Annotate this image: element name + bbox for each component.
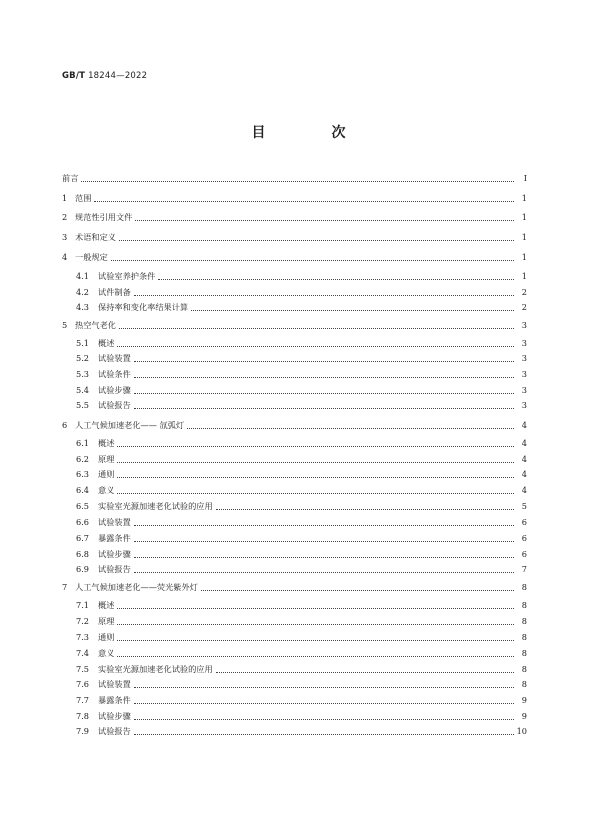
toc-entry-page: 2 xyxy=(521,302,527,312)
toc-leader-dots xyxy=(117,446,514,447)
toc-entry-page: 9 xyxy=(521,695,527,705)
toc-entry-number: 7.8 xyxy=(76,711,90,721)
toc-leader-dots xyxy=(187,428,514,429)
toc-leader-dots xyxy=(134,408,514,409)
toc-entry[interactable] xyxy=(76,724,527,737)
toc-entry[interactable] xyxy=(76,646,527,659)
toc-entry-number: 7.4 xyxy=(76,648,90,658)
toc-entry-label: 前言 xyxy=(62,173,79,183)
toc-leader-dots xyxy=(134,557,514,558)
toc-entry-label: 热空气老化 xyxy=(75,320,116,330)
toc-entry[interactable] xyxy=(76,531,527,544)
toc-entry-number: 5.4 xyxy=(76,385,90,395)
toc-leader-dots xyxy=(117,477,514,478)
toc-entry[interactable] xyxy=(76,693,527,706)
toc-entry[interactable] xyxy=(62,230,527,243)
toc-entry-page: 1 xyxy=(521,212,527,222)
toc-leader-dots xyxy=(191,310,514,311)
toc-entry-label: 概述 xyxy=(98,600,115,610)
toc-entry[interactable] xyxy=(76,547,527,560)
toc-entry-number: 5.3 xyxy=(76,369,90,379)
toc-entry[interactable] xyxy=(62,250,527,263)
toc-leader-dots xyxy=(134,687,514,688)
toc-entry-label: 概述 xyxy=(98,438,115,448)
toc-entry-label: 原理 xyxy=(98,454,115,464)
toc-entry-label: 一般规定 xyxy=(75,252,108,262)
toc-entry[interactable] xyxy=(62,580,527,593)
toc-entry-number: 7.2 xyxy=(76,616,90,626)
toc-entry-number: 6.8 xyxy=(76,549,90,559)
toc-entry-label: 人工气候加速老化—— 氙弧灯 xyxy=(75,420,185,430)
toc-entry-label: 试验报告 xyxy=(98,400,131,410)
toc-entry-label: 术语和定义 xyxy=(75,232,116,242)
toc-entry[interactable] xyxy=(62,418,527,431)
toc-entry-number: 6.9 xyxy=(76,564,90,574)
toc-leader-dots xyxy=(134,734,514,735)
toc-entry[interactable] xyxy=(76,467,527,480)
toc-entry-label: 通则 xyxy=(98,632,115,642)
toc-entry-number: 6.7 xyxy=(76,533,90,543)
toc-entry-label: 意义 xyxy=(98,648,115,658)
toc-entry-label: 试验报告 xyxy=(98,726,131,736)
toc-entry-label: 原理 xyxy=(98,616,115,626)
toc-entry-number: 4.1 xyxy=(76,271,90,281)
toc-entry-page: 7 xyxy=(521,564,527,574)
toc-leader-dots xyxy=(119,240,514,241)
toc-entry-number: 7.9 xyxy=(76,726,90,736)
toc-entry-page: 2 xyxy=(521,287,527,297)
toc-leader-dots xyxy=(134,295,514,296)
toc-entry-label: 概述 xyxy=(98,338,115,348)
toc-entry-number: 6 xyxy=(62,420,68,430)
standard-number-value: 18244—2022 xyxy=(88,71,148,81)
toc-entry-page: 4 xyxy=(521,469,527,479)
toc-leader-dots xyxy=(117,624,514,625)
toc-entry-number: 4.3 xyxy=(76,302,90,312)
toc-entry[interactable] xyxy=(76,436,527,449)
toc-leader-dots xyxy=(135,220,514,221)
toc-entry-label: 范围 xyxy=(75,193,92,203)
toc-entry-number: 6.4 xyxy=(76,485,90,495)
toc-entry-label: 保持率和变化率结果计算 xyxy=(98,302,189,312)
toc-entry-page: 1 xyxy=(521,232,527,242)
toc-entry[interactable] xyxy=(76,598,527,611)
toc-entry-page: 4 xyxy=(521,420,527,430)
toc-leader-dots xyxy=(81,181,514,182)
toc-leader-dots xyxy=(117,493,514,494)
toc-entry-label: 实验室光源加速老化试验的应用 xyxy=(98,664,213,674)
toc-entry-page: 4 xyxy=(521,454,527,464)
page-title: 目 次 xyxy=(251,125,372,141)
toc-entry[interactable] xyxy=(76,562,527,575)
toc-entry-label: 试验条件 xyxy=(98,369,131,379)
toc-entry-page: 5 xyxy=(521,501,527,511)
toc-entry-label: 试验步骤 xyxy=(98,549,131,559)
toc-leader-dots xyxy=(117,608,514,609)
toc-entry-number: 7.5 xyxy=(76,664,90,674)
toc-entry-label: 试验步骤 xyxy=(98,385,131,395)
toc-leader-dots xyxy=(134,703,514,704)
toc-leader-dots xyxy=(158,279,514,280)
toc-entry-number: 7.3 xyxy=(76,632,90,642)
toc-entry-page: 9 xyxy=(521,711,527,721)
toc-entry-label: 试件制备 xyxy=(98,287,131,297)
toc-entry-page: 8 xyxy=(521,679,527,689)
toc-entry-number: 5.2 xyxy=(76,353,90,363)
toc-entry[interactable] xyxy=(76,677,527,690)
toc-entry-number: 6.1 xyxy=(76,438,90,448)
toc-entry-page: 4 xyxy=(521,438,527,448)
toc-entry-page: 10 xyxy=(516,726,527,736)
toc-entry-number: 7.7 xyxy=(76,695,90,705)
toc-leader-dots xyxy=(119,328,514,329)
toc-entry[interactable] xyxy=(76,285,527,298)
toc-entry-page: 8 xyxy=(521,582,527,592)
toc-entry[interactable] xyxy=(76,383,527,396)
standard-code: GB/T xyxy=(62,71,86,81)
toc-entry[interactable] xyxy=(76,367,527,380)
toc-entry[interactable] xyxy=(62,318,527,331)
toc-leader-dots xyxy=(134,393,514,394)
toc-entry-page: 3 xyxy=(521,369,527,379)
toc-entry-page: 3 xyxy=(521,385,527,395)
toc-entry-label: 暴露条件 xyxy=(98,533,131,543)
toc-entry-page: 3 xyxy=(521,353,527,363)
toc-entry-label: 规范性引用文件 xyxy=(75,212,133,222)
toc-leader-dots xyxy=(117,656,514,657)
toc-leader-dots xyxy=(216,672,514,673)
toc-entry-number: 7.6 xyxy=(76,679,90,689)
toc-entry[interactable] xyxy=(76,398,527,411)
toc-leader-dots xyxy=(111,260,514,261)
toc-entry-page: Ⅰ xyxy=(523,173,527,183)
toc-entry[interactable] xyxy=(76,709,527,722)
toc-entry-page: 1 xyxy=(521,252,527,262)
toc-entry-label: 试验步骤 xyxy=(98,711,131,721)
toc-entry[interactable] xyxy=(76,499,527,512)
toc-entry-number: 7.1 xyxy=(76,600,90,610)
toc-entry-number: 3 xyxy=(62,232,68,242)
toc-entry-label: 人工气候加速老化——荧光紫外灯 xyxy=(75,582,198,592)
toc-entry-number: 2 xyxy=(62,212,68,222)
toc-leader-dots xyxy=(134,541,514,542)
toc-leader-dots xyxy=(134,377,514,378)
toc-entry-page: 8 xyxy=(521,632,527,642)
toc-entry[interactable] xyxy=(62,210,527,223)
toc-entry[interactable] xyxy=(62,171,527,184)
toc-entry[interactable] xyxy=(76,662,527,675)
toc-leader-dots xyxy=(94,201,514,202)
toc-leader-dots xyxy=(201,590,514,591)
toc-entry[interactable] xyxy=(76,351,527,364)
toc-entry-label: 试验室养护条件 xyxy=(98,271,156,281)
toc-entry[interactable] xyxy=(76,515,527,528)
toc-entry[interactable] xyxy=(76,336,527,349)
toc-entry-number: 1 xyxy=(62,193,68,203)
toc-leader-dots xyxy=(216,509,514,510)
toc-entry-page: 6 xyxy=(521,533,527,543)
toc-entry-label: 暴露条件 xyxy=(98,695,131,705)
toc-entry-page: 8 xyxy=(521,664,527,674)
toc-entry[interactable] xyxy=(76,483,527,496)
toc-entry[interactable] xyxy=(76,300,527,313)
toc-entry-label: 试验装置 xyxy=(98,353,131,363)
toc-entry-number: 7 xyxy=(62,582,68,592)
toc-entry-page: 4 xyxy=(521,485,527,495)
toc-entry-label: 意义 xyxy=(98,485,115,495)
toc-leader-dots xyxy=(117,640,514,641)
toc-entry-label: 试验报告 xyxy=(98,564,131,574)
toc-leader-dots xyxy=(117,462,514,463)
toc-leader-dots xyxy=(134,361,514,362)
toc-entry-label: 试验装置 xyxy=(98,679,131,689)
toc-entry-page: 3 xyxy=(521,400,527,410)
toc-entry[interactable] xyxy=(76,269,527,282)
toc-leader-dots xyxy=(134,572,514,573)
toc-entry-number: 6.2 xyxy=(76,454,90,464)
toc-entry-label: 通则 xyxy=(98,469,115,479)
toc-entry[interactable] xyxy=(62,191,527,204)
toc-entry-page: 3 xyxy=(521,338,527,348)
toc-entry-page: 6 xyxy=(521,517,527,527)
toc-entry-page: 6 xyxy=(521,549,527,559)
toc-entry-page: 1 xyxy=(521,271,527,281)
toc-entry-label: 实验室光源加速老化试验的应用 xyxy=(98,501,213,511)
standard-number xyxy=(62,71,147,81)
toc-entry-number: 4 xyxy=(62,252,68,262)
toc-entry-number: 5.5 xyxy=(76,400,90,410)
toc-entry-number: 4.2 xyxy=(76,287,90,297)
toc-entry-page: 3 xyxy=(521,320,527,330)
toc-entry[interactable] xyxy=(76,614,527,627)
toc-entry-number: 5 xyxy=(62,320,68,330)
toc-entry-label: 试验装置 xyxy=(98,517,131,527)
toc-entry-number: 6.5 xyxy=(76,501,90,511)
toc-entry-page: 1 xyxy=(521,193,527,203)
toc-entry-number: 6.6 xyxy=(76,517,90,527)
toc-leader-dots xyxy=(134,719,514,720)
toc-entry-page: 8 xyxy=(521,600,527,610)
toc-entry[interactable] xyxy=(76,630,527,643)
toc-entry-number: 5.1 xyxy=(76,338,90,348)
toc-entry-page: 8 xyxy=(521,648,527,658)
toc-leader-dots xyxy=(134,525,514,526)
toc-entry-number: 6.3 xyxy=(76,469,90,479)
toc-leader-dots xyxy=(117,346,514,347)
toc-entry[interactable] xyxy=(76,452,527,465)
toc-entry-page: 8 xyxy=(521,616,527,626)
